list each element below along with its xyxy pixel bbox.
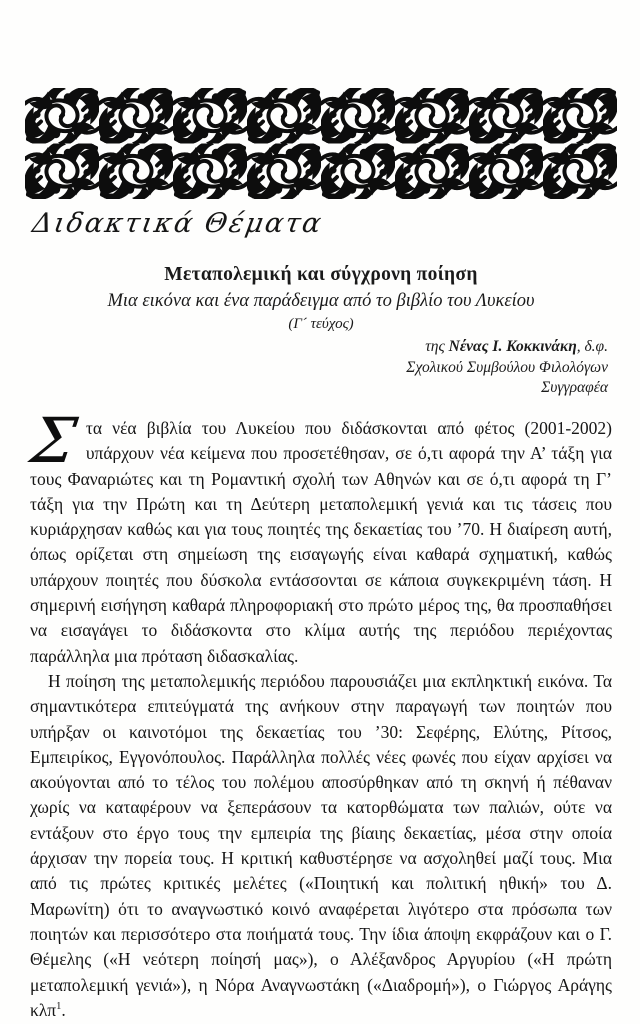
article-subtitle: Μια εικόνα και ένα παράδειγμα από το βιβλίο του Λυκείου bbox=[107, 291, 535, 311]
byline-role-line1: Σχολικού Συμβούλου Φιλολόγων bbox=[406, 358, 608, 376]
title-block bbox=[30, 264, 612, 333]
paragraph-2 bbox=[30, 669, 612, 1023]
byline-prefix: της bbox=[425, 338, 449, 355]
byline-block bbox=[406, 337, 608, 399]
dropcap-letter: Σ bbox=[26, 404, 81, 477]
footnote-marker: 1 bbox=[56, 1001, 62, 1012]
paragraph-1 bbox=[26, 404, 612, 669]
paragraph-1-text: τα νέα βιβλία του Λυκείου που διδάσκονται από φέτος (2001-2002) υπάρχουν νέα κείμενα που προσετέθησαν, σε ό,τι αφορά την Α’ τάξη για τους Φαναριώτες και τη Ρομαντική σχολή των Αθηνών και σε ό,τι αφορά τη Γ’ τάξη για την Πρώτη και τη Δεύτερη μεταπολεμική γενιά και τις τάσεις που κυριάρχησαν καθώς και για τους ποιητές της δεκαετίας του ’70. Η διαίρεση αυτή, όπως ορίζεται στη σημείωση της εισαγωγής είναι καθαρά σχηματική, καθώς υπάρχουν ποιητές που δύσκολα εντάσσονται σε κάποια συγκεκριμένη τάση. Η σημερινή εισήγηση καθαρά πληροφοριακή στο πρώτο μέρος της, θα προσπαθήσει να εισαγάγει το διδάσκοντα στο κλίμα αυτής της περιόδου περιέχοντας παράλληλα μια πρόταση διδασκαλίας. bbox=[30, 418, 612, 666]
volume-note: (Γ´ τεύχος) bbox=[288, 316, 354, 332]
byline-role-line2: Συγγραφέα bbox=[541, 379, 608, 396]
author-name: Νένας Ι. Κοκκινάκη bbox=[448, 338, 577, 355]
floral-engraving-band bbox=[25, 88, 617, 199]
article-body bbox=[26, 404, 612, 1023]
section-heading: Διδακτικά Θέματα bbox=[30, 208, 326, 239]
article-title: Μεταπολεμική και σύγχρονη ποίηση bbox=[164, 264, 478, 285]
floral-ornament-graphic bbox=[25, 88, 617, 199]
byline-suffix: , δ.φ. bbox=[576, 338, 608, 355]
paragraph-2-text: Η ποίηση της μεταπολεμικής περιόδου παρουσιάζει μια εκπληκτική εικόνα. Τα σημαντικότερα επιτεύγματά της ανήκουν στην παραγωγή των ποιητών που υπήρξαν οι καινοτόμοι της δεκαετίας του ’30: Σεφέρης, Ελύτης, Ρίτσος, Εμπειρίκος, Εγγονόπουλος. Παράλληλα πολλές νέες φωνές που είχαν αρχίσει να ακούγονται από το τέλος του πολέμου αποσύρθηκαν από τη σκηνή ή πέθαναν χωρίς να καταφέρουν να ξεπεράσουν τα κατορθώματα των παλιών, ούτε να εντάξουν στο έργο τους την εμπειρία της βίαιης δεκαετίας, μέσα στην οποία άρχισαν την πορεία τους. Η κριτική καθυστέρησε να ασχοληθεί μαζί τους. Μια από τις πρώτες κριτικές μελέτες («Ποιητική και πολιτική ηθική» του Δ. Μαρωνίτη) ότι το αναγνωστικό κοινό αναφέρεται λιγότερο στα πρόσωπα των ποιητών και περισσότερο στα ποιήματά τους. Την ίδια άποψη εκφράζουν και ο Γ. Θέμελης («Η νεότερη ποίησή μας»), ο Αλέξανδρος Αργυρίου («Η πρώτη μεταπολεμική γενιά»), η Νόρα Αναγνωστάκη («Διαδρομή»), ο Γιώργος Αράγης κλπ bbox=[30, 670, 612, 1020]
byline-author-line bbox=[406, 337, 608, 358]
paragraph-2-period: . bbox=[61, 999, 66, 1020]
